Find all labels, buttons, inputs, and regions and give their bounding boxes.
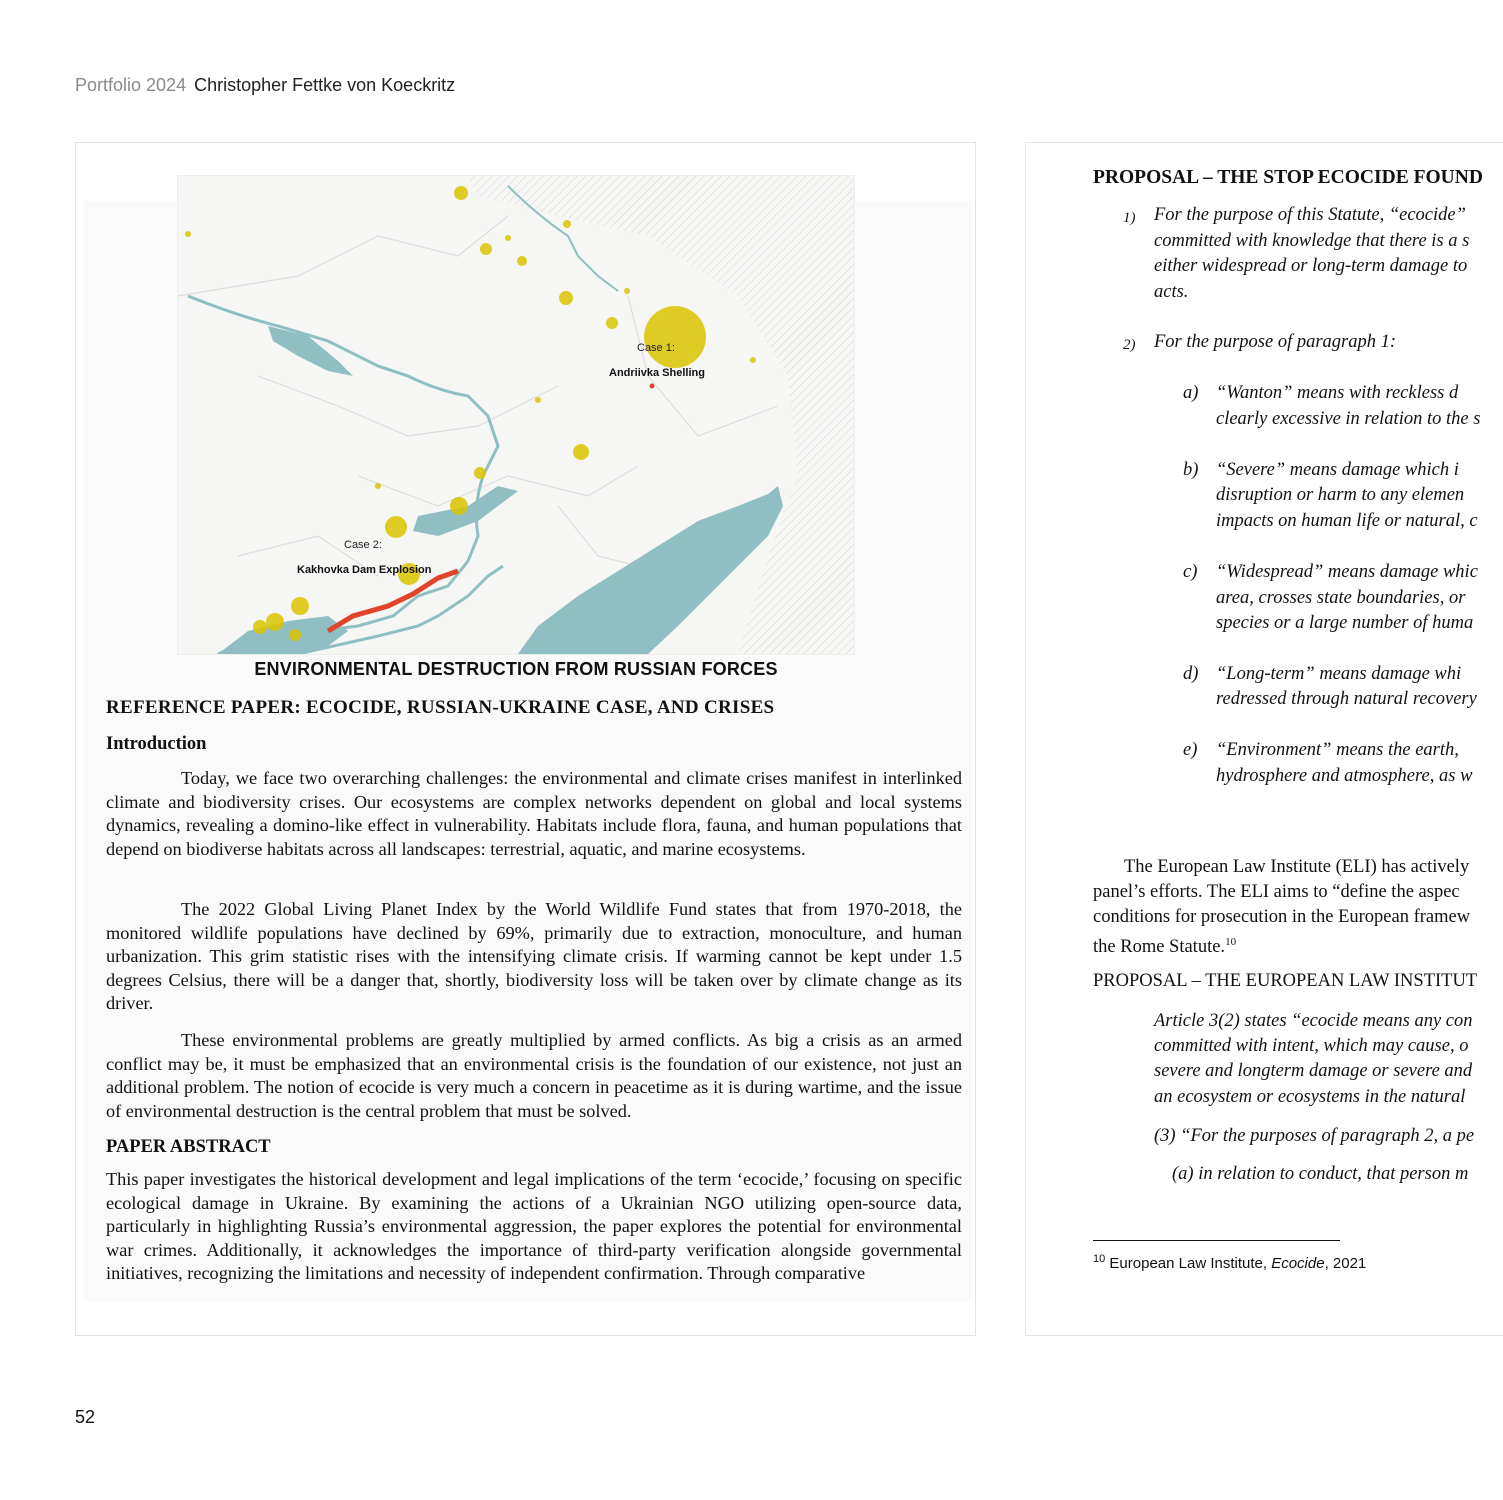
def-e-line: “Environment” means the earth, <box>1216 740 1459 760</box>
item-2-line: For the purpose of paragraph 1: <box>1154 332 1397 352</box>
eli-paragraph-line: the Rome Statute.$^{10}$ <box>1093 936 1237 958</box>
incident-marker <box>253 620 267 634</box>
marker-case1-andriivka <box>644 306 706 368</box>
case2-label: Case 2: <box>344 539 382 551</box>
article-line: Article 3(2) states “ecocide means any con <box>1154 1011 1473 1031</box>
eli-paragraph-line: conditions for prosecution in the European framew <box>1093 907 1471 927</box>
def-b-letter: b) <box>1183 460 1199 480</box>
page-header <box>75 75 455 96</box>
incident-marker <box>559 291 573 305</box>
article-line: an ecosystem or ecosystems in the natural <box>1154 1087 1466 1107</box>
footnote-divider <box>1093 1240 1340 1241</box>
stop-ecocide-proposal-heading: PROPOSAL – THE STOP ECOCIDE FOUND <box>1093 167 1483 188</box>
dam-flood-damage <box>328 571 458 631</box>
def-b-line: impacts on human life or natural, c <box>1216 511 1478 531</box>
incident-marker <box>480 243 492 255</box>
reservoir-upper <box>268 326 353 376</box>
incident-marker <box>289 629 301 641</box>
def-b-line: “Severe” means damage which i <box>1216 460 1459 480</box>
ukraine-damage-map <box>177 175 855 655</box>
case1-name: Andriivka Shelling <box>609 367 705 379</box>
paper-heading: REFERENCE PAPER: ECOCIDE, RUSSIAN-UKRAINE CASE, AND CRISES <box>106 697 775 718</box>
def-c-line: area, crosses state boundaries, or <box>1216 588 1466 608</box>
left-page-panel <box>75 142 976 1336</box>
case1-label: Case 1: <box>637 342 675 354</box>
paragraph-3a-line: (a) in relation to conduct, that person m <box>1172 1164 1469 1184</box>
author-name: Christopher Fettke von Koeckritz <box>194 75 456 95</box>
page-number: 52 <box>75 1407 96 1427</box>
def-e-line: hydrosphere and atmosphere, as w <box>1216 766 1473 786</box>
def-d-line: “Long-term” means damage whi <box>1216 664 1462 684</box>
item-1-line: For the purpose of this Statute, “ecocide” <box>1154 205 1466 225</box>
item-1-line: either widespread or long-term damage to <box>1154 256 1468 276</box>
right-page-panel <box>1025 142 1503 1336</box>
incident-marker <box>563 220 571 228</box>
item-1-number: 1) <box>1123 210 1136 226</box>
incident-marker <box>750 357 756 363</box>
paragraph-3-line: (3) “For the purposes of paragraph 2, a pe <box>1154 1126 1475 1146</box>
incident-marker <box>266 613 284 631</box>
intro-paragraph-2: The 2022 Global Living Planet Index by the World Wildlife Fund states that from 1970-2018, the monitored wildlife populations have declined by 69%, primarily due to extraction, monoculture, and human urbanization. This grim statistic rises with the intensifying climate crisis. If warming cannot be kept under 1.5 degrees Celsius, there will be a danger that, shortly, biodiversity loss will be taken over by climate change as its driver. <box>106 899 962 1014</box>
def-c-line: “Widespread” means damage whic <box>1216 562 1478 582</box>
item-1-line: acts. <box>1154 282 1189 302</box>
item-1-line: committed with knowledge that there is a s <box>1154 231 1470 251</box>
incident-marker <box>535 397 541 403</box>
def-d-line: redressed through natural recovery <box>1216 689 1477 709</box>
article-line: severe and longterm damage or severe and <box>1154 1061 1473 1081</box>
eli-paragraph-line: The European Law Institute (ELI) has actively <box>1124 857 1470 877</box>
incident-marker <box>606 317 618 329</box>
region-borders <box>178 216 778 576</box>
article-line: committed with intent, which may cause, o <box>1154 1036 1469 1056</box>
sea-of-azov <box>518 486 783 654</box>
incident-marker <box>505 235 511 241</box>
damage-point <box>650 384 655 389</box>
def-c-letter: c) <box>1183 562 1198 582</box>
introduction-heading: Introduction <box>106 734 207 754</box>
incident-marker <box>573 444 589 460</box>
incident-marker <box>385 516 407 538</box>
intro-paragraph-3: These environmental problems are greatly multiplied by armed conflicts. As big a crisis as an armed conflict may be, it must be emphasized that an environmental crisis is the foundation of our existence, not just an additional problem. The notion of ecocide is very much a concern in peacetime as it is during wartime, and the issue of environmental destruction is the central problem that must be solved. <box>106 1030 962 1121</box>
incident-marker <box>291 597 309 615</box>
def-a-line: clearly excessive in relation to the s <box>1216 409 1481 429</box>
eli-proposal-heading: PROPOSAL – THE EUROPEAN LAW INSTITUT <box>1093 971 1478 991</box>
case2-name: Kakhovka Dam Explosion <box>297 564 432 576</box>
incident-marker <box>517 256 527 266</box>
footnote: $^{10}$ European Law Institute, Ecocide, 2021 <box>1093 1253 1367 1272</box>
item-2-number: 2) <box>1123 337 1136 353</box>
intro-paragraph-1: Today, we face two overarching challenges: the environmental and climate crises manifest in interlinked climate and biodiversity crises. Our ecosystems are complex networks dependent on global and local systems dynamics, revealing a domino-like effect in vulnerability. Habitats include flora, fauna, and human populations that depend on biodiverse habitats across all landscapes: terrestrial, aquatic, and marine ecosystems. <box>106 768 962 859</box>
def-c-line: species or a large number of huma <box>1216 613 1474 633</box>
eli-paragraph-line: panel’s efforts. The ELI aims to “define the aspec <box>1093 882 1460 902</box>
footnote-reference: 10 <box>1225 936 1237 948</box>
incident-marker <box>624 288 630 294</box>
incident-marker <box>454 186 468 200</box>
incident-marker <box>375 483 381 489</box>
def-d-letter: d) <box>1183 664 1199 684</box>
incident-marker <box>474 467 486 479</box>
abstract-paragraph: This paper investigates the historical development and legal implications of the term ‘ecocide,’ focusing on specific ecological damage in Ukraine. By examining the actions of a Ukrainian NGO utilizing open-source data, particularly in highlighting Russia’s environmental aggression, the paper explores the potential for environmental war crimes. Additionally, it acknowledges the importance of third-party verification alongside governmental initiatives, recognizing the limitations and necessity of independent confirmation. Through comparative <box>106 1169 962 1284</box>
def-b-line: disruption or harm to any elemen <box>1216 485 1465 505</box>
map-svg <box>178 176 854 654</box>
map-caption: ENVIRONMENTAL DESTRUCTION FROM RUSSIAN FORCES <box>254 659 778 679</box>
abstract-heading: PAPER ABSTRACT <box>106 1137 271 1157</box>
incident-marker <box>185 231 191 237</box>
incident-marker <box>450 497 468 515</box>
portfolio-label: Portfolio 2024 <box>75 75 187 95</box>
def-a-line: “Wanton” means with reckless d <box>1216 383 1459 403</box>
dnipro-river <box>188 296 503 654</box>
def-a-letter: a) <box>1183 383 1199 403</box>
def-e-letter: e) <box>1183 740 1198 760</box>
